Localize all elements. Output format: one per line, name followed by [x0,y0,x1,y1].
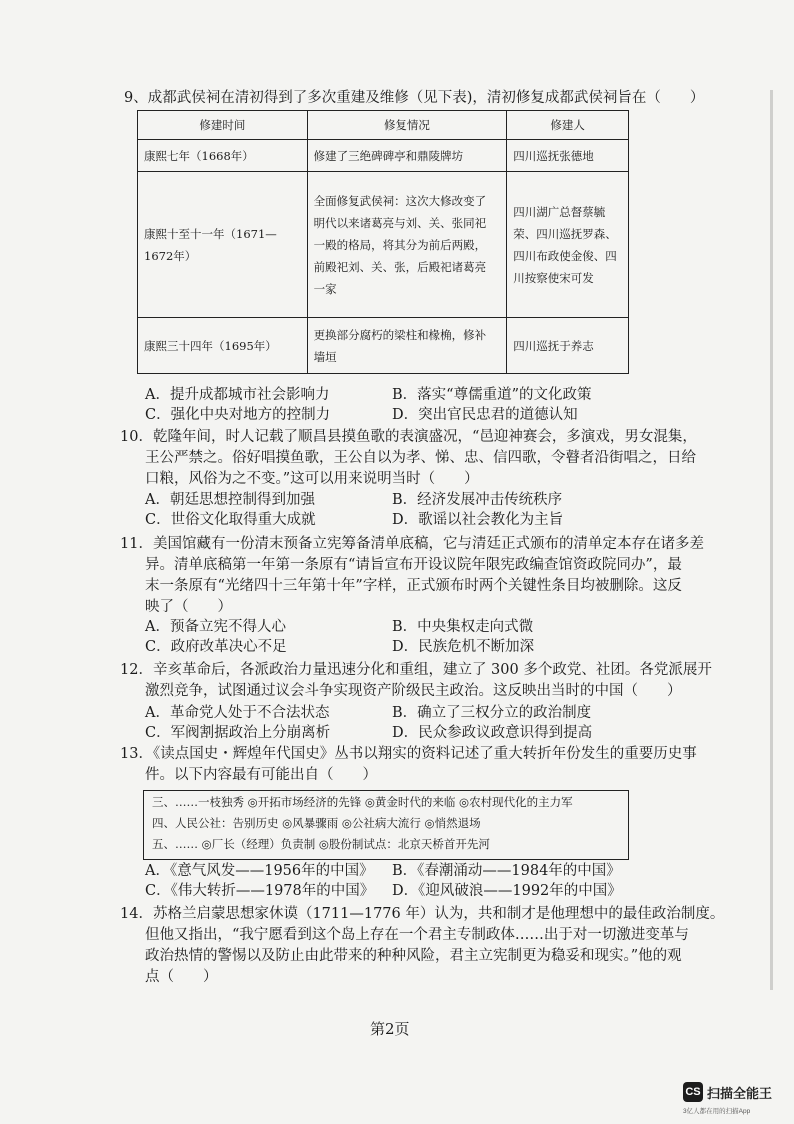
q13-option-a: A．《意气风发——1956年的中国》 [145,863,374,879]
q9-row1-builder: 四川巡抚张德地 [507,140,629,172]
q12-line: 12．辛亥革命后，各派政治力量迅速分化和重组，建立了 300 多个政党、社团。各党派展开 [120,662,712,678]
q10-line: 口粮，风俗为之不变。”这可以用来说明当时（ ） [145,471,479,487]
q9-header-situation: 修复情况 [307,111,507,140]
q10-option-a: A．朝廷思想控制得到加强 [145,492,315,508]
q9-header-time: 修建时间 [138,111,308,140]
q10-line: 王公严禁之。俗好唱摸鱼歌，王公自以为孝、悌、忠、信四歌，令瞽者沿街唱之，日给 [145,450,696,466]
q11-line: 末一条原有“光绪四十三年第十年”字样，正式颁布时两个关键性条目均被删除。这反 [145,578,682,594]
q9-row3-time: 康熙三十四年（1695年） [138,318,308,374]
q9-row2-situation-line: 前殿祀刘、关、张，后殿祀诸葛亮 [313,259,487,274]
scan-edge-shadow [770,90,773,990]
q13-option-d: D．《迎风破浪——1992年的中国》 [392,883,622,899]
q9-option-a: A．提升成都城市社会影响力 [145,387,330,403]
q9-row3-situation-line: 更换部分腐朽的梁柱和椽桷，修补 [313,327,487,342]
q9-row2-builder-line: 四川湖广总督蔡毓 [513,204,606,219]
q9-row2-situation-line: 一殿的格局，将其分为前后两殿， [313,237,487,252]
q9-row3-situation [307,318,507,374]
q14-line: 但他又指出，“我宁愿看到这个岛上存在一个君主专制政体……出于对一切激进变革与 [145,927,689,943]
q12-option-a: A．革命党人处于不合法状态 [145,705,330,721]
q9-row2-builder-line: 川按察使宋可发 [513,270,594,285]
q12-option-d: D．民众参政议政意识得到提高 [392,725,593,741]
q9-header-builder: 修建人 [507,111,629,140]
q13-box-line: 四、人民公社：告别历史 ◎风暴骤雨 ◎公社病大流行 ◎悄然退场 [152,816,481,830]
q13-box-line: 三、……一枝独秀 ◎开拓市场经济的先锋 ◎黄金时代的来临 ◎农村现代化的主力军 [152,795,573,809]
q9-row1-time: 康熙七年（1668年） [138,140,308,172]
q9-option-c: C．强化中央对地方的控制力 [145,407,331,423]
table-row [138,140,629,172]
q13-option-b: B．《春潮涌动——1984年的中国》 [392,863,621,879]
q12-option-b: B．确立了三权分立的政治制度 [392,705,592,721]
q11-line: 11．美国馆藏有一份清末预备立宪筹备清单底稿，它与清廷正式颁布的清单定本存在诸多差 [120,536,704,552]
camscanner-name: 扫描全能王 [707,1086,773,1101]
q9-row2-builder [507,172,629,318]
table-row [138,318,629,374]
q11-option-a: A．预备立宪不得人心 [145,619,286,635]
q12-option-c: C．军阀割据政治上分崩离析 [145,725,331,741]
q11-option-b: B．中央集权走向式微 [392,619,534,635]
scanner-watermark [683,1082,789,1120]
q9-row3-builder: 四川巡抚于养志 [507,318,629,374]
q13-line: 13．《读点国史・辉煌年代国史》丛书以翔实的资料记述了重大转折年份发生的重要历史事 [120,746,697,762]
q14-line: 14．苏格兰启蒙思想家休谟（1711—1776 年）认为，共和制才是他理想中的最佳政治制度。 [120,906,725,922]
q9-row2-situation [307,172,507,318]
q13-option-c: C．《伟大转折——1978年的中国》 [145,883,375,899]
q11-option-d: D．民族危机不断加深 [392,639,535,655]
q14-line: 政治热情的警惕以及防止由此带来的种种风险，君主立宪制更为稳妥和现实。”他的观 [145,948,682,964]
q9-row2-time-line: 1672年） [144,248,197,263]
q12-line: 激烈竞争，试图通过议会斗争实现资产阶级民主政治。这反映出当时的中国（ ） [145,683,682,699]
q13-line: 件。以下内容最有可能出自（ ） [145,767,377,783]
q9-row2-situation-line: 一家 [313,281,337,296]
page-number: 第2页 [370,1020,410,1038]
q9-row3-situation-line: 墙垣 [313,349,337,364]
q9-row2-builder-line: 四川布政使金俊、四 [513,248,617,263]
q9-row2-time-line: 康熙十至十一年（1671— [144,226,277,241]
camscanner-tagline: 3亿人都在用的扫描App [683,1108,751,1115]
q11-line: 映了（ ） [145,599,232,615]
q9-option-d: D．突出官民忠君的道德认知 [392,407,578,423]
q14-line: 点（ ） [145,969,218,985]
q9-stem: 9、成都武侯祠在清初得到了多次重建及维修（见下表)，清初修复成都武侯祠旨在（ ） [124,90,705,106]
camscanner-logo-icon: CS [683,1082,703,1102]
q9-row2-situation-line: 全面修复武侯祠：这次大修改变了 [313,193,487,208]
q9-row2-time [138,172,308,318]
q9-table [137,110,629,374]
q9-row2-builder-line: 荣、四川巡抚罗森、 [513,226,617,241]
q9-row1-situation: 修建了三绝碑碑亭和鼎陵牌坊 [307,140,507,172]
q9-table-header-row [138,111,629,140]
q10-option-b: B．经济发展冲击传统秩序 [392,492,563,508]
q13-box-line: 五、…… ◎厂长（经理）负责制 ◎股份制试点：北京天桥首开先河 [152,837,490,851]
q10-option-c: C．世俗文化取得重大成就 [145,512,316,528]
q11-option-c: C．政府改革决心不足 [145,639,287,655]
q13-content-box [143,790,629,860]
q11-line: 异。清单底稿第一年第一条原有“请旨宣布开设议院年限宪政编查馆资政院同办”，最 [145,557,682,573]
q10-line: 10．乾隆年间，时人记载了顺昌县摸鱼歌的表演盛况，“邑迎神赛会，多演戏，男女混集， [120,429,697,445]
q10-option-d: D．歌谣以社会教化为主旨 [392,512,564,528]
table-row [138,172,629,318]
q9-option-b: B．落实“尊儒重道”的文化政策 [392,387,592,403]
q9-row2-situation-line: 明代以来诸葛亮与刘、关、张同祀 [313,215,487,230]
